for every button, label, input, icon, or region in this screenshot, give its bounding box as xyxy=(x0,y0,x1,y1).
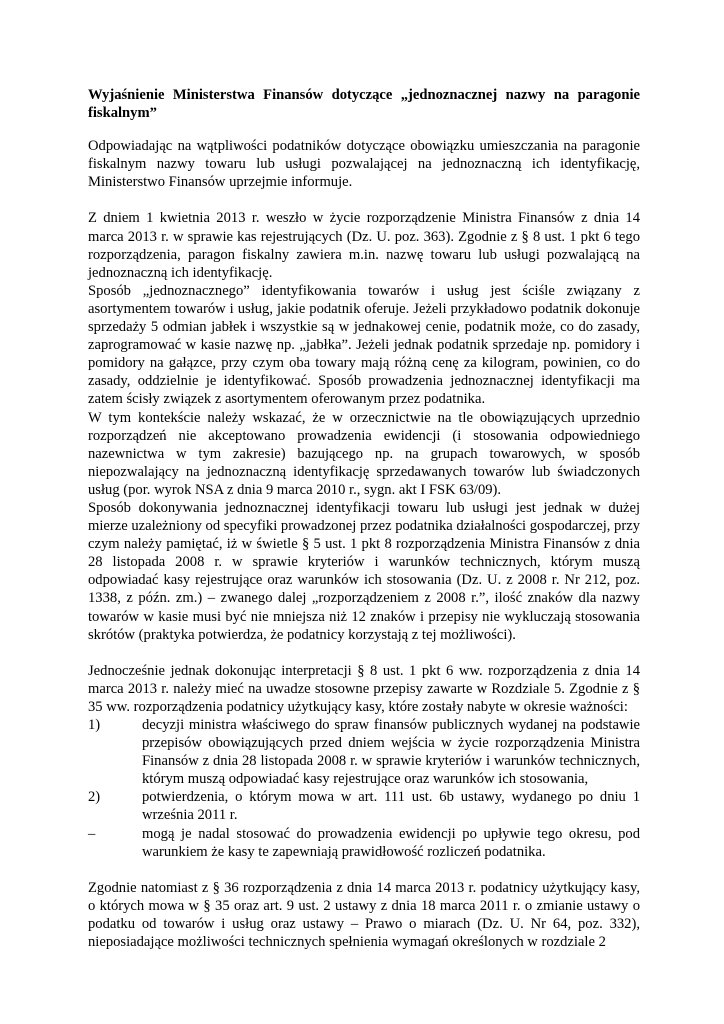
list-marker: – xyxy=(88,825,96,842)
list-marker: 2) xyxy=(88,789,101,806)
document-title: Wyjaśnienie Ministerstwa Finansów dotyczące „jednoznacznej nazwy na paragonie fiskalnym” xyxy=(88,87,640,122)
list-item-text: mogą je nadal stosować do prowadzenia ewidencji po upływie tego okresu, pod warunkiem że kasy te zapewniają prawidłowość rozliczeń podatnika. xyxy=(142,825,640,860)
conditions-list xyxy=(88,716,640,861)
paragraph-regulation-date: Z dniem 1 kwietnia 2013 r. weszło w życie rozporządzenie Ministra Finansów z dnia 14 marca 2013 r. w sprawie kas rejestrujących (Dz. U. poz. 363). Zgodnie z § 8 ust. 1 pkt 6 tego rozporządzenia, paragon fiskalny zawiera m.in. nazwę towaru lub usługi pozwalającą na jednoznaczną ich identyfikację. xyxy=(88,210,640,281)
list-item-text: decyzji ministra właściwego do spraw finansów publicznych wydanej na podstawie przepisów obowiązujących przed dniem wejścia w życie rozporządzenia Ministra Finansów z dnia 28 listopada 2008 r. w sprawie kryteriów i warunków technicznych, którym muszą odpowiadać kasy rejestrujące oraz warunków ich stosowania, xyxy=(142,717,640,788)
intro-paragraph: Odpowiadając na wątpliwości podatników dotyczące obowiązku umieszczania na paragonie fiskalnym nazwy towaru lub usługi pozwalającej na jednoznaczną ich identyfikację, Ministerstwo Finansów uprzejmie informuje. xyxy=(88,138,640,191)
paragraph-identification-method: Sposób „jednoznacznego” identyfikowania towarów i usług jest ściśle związany z asortymentem towarów i usług, jakie podatnik oferuje. Jeżeli przykładowo podatnik dokonuje sprzedaży 5 odmian jabłek i wszystkie są w jednakowej cenie, podatnik może, co do zasady, zaprogramować w kasie nazwę np. „jabłka”. Jeżeli jednak podatnik sprzedaje np. pomidory i pomidory na gałązce, przy czym oba towary mają różną cenę za kilogram, powinien, co do zasady, oddzielnie je identyfikować. Sposób prowadzenia jednoznacznej identyfikacji ma zatem ścisły związek z asortymentem oferowanym przez podatnika. xyxy=(88,282,640,408)
list-item xyxy=(88,788,640,824)
paragraph-technical-criteria: Sposób dokonywania jednoznacznej identyfikacji towaru lub usługi jest jednak w dużej mierze uzależniony od specyfiki prowadzonej przez podatnika działalności gospodarczej, przy czym należy pamiętać, iż w świetle § 5 ust. 1 pkt 8 rozporządzenia Ministra Finansów z dnia 28 listopada 2008 r. w sprawie kryteriów i warunków technicznych, którym muszą odpowiadać kasy rejestrujące oraz warunków ich stosowania (Dz. U. z 2008 r. Nr 212, poz. 1338, z późn. zm.) – zwanego dalej „rozporządzeniem z 2008 r.”, ilość znaków dla nazwy towarów w kasie musi być nie mniejsza niż 12 znaków i przepisy nie wykluczają stosowania skrótów (praktyka potwierdza, że podatnicy korzystają z tej możliwości). xyxy=(88,499,640,643)
list-item xyxy=(88,825,640,861)
paragraph-case-law: W tym kontekście należy wskazać, że w orzecznictwie na tle obowiązujących uprzednio rozporządzeń nie akceptowano prowadzenia ewidencji (i stosowania odpowiedniego nazewnictwa w tym zakresie) bazującego np. na grupach towarowych, w sposób niepozwalający na jednoznaczną identyfikację sprzedawanych towarów lub świadczonych usług (por. wyrok NSA z dnia 9 marca 2010 r., sygn. akt I FSK 63/09). xyxy=(88,409,640,498)
list-item-text: potwierdzenia, o którym mowa w art. 111 ust. 6b ustawy, wydanego po dniu 1 września 2011 r. xyxy=(142,789,640,824)
list-item xyxy=(88,716,640,788)
paragraph-chapter-5: Jednocześnie jednak dokonując interpretacji § 8 ust. 1 pkt 6 ww. rozporządzenia z dnia 14 marca 2013 r. należy mieć na uwadze stosowne przepisy zawarte w Rozdziale 5. Zgodnie z § 35 ww. rozporządzenia podatnicy użytkujący kasy, które zostały nabyte w okresie ważności: xyxy=(88,662,640,715)
paragraph-section-36: Zgodnie natomiast z § 36 rozporządzenia z dnia 14 marca 2013 r. podatnicy użytkujący kasy, o których mowa w § 35 oraz art. 9 ust. 2 ustawy z dnia 18 marca 2011 r. o zmianie ustawy o podatku od towarów i usług oraz ustawy – Prawo o miarach (Dz. U. Nr 64, poz. 332), nieposiadające możliwości technicznych spełnienia wymagań określonych w rozdziale 2 xyxy=(88,879,640,951)
list-marker: 1) xyxy=(88,717,101,733)
document-page xyxy=(88,86,640,951)
